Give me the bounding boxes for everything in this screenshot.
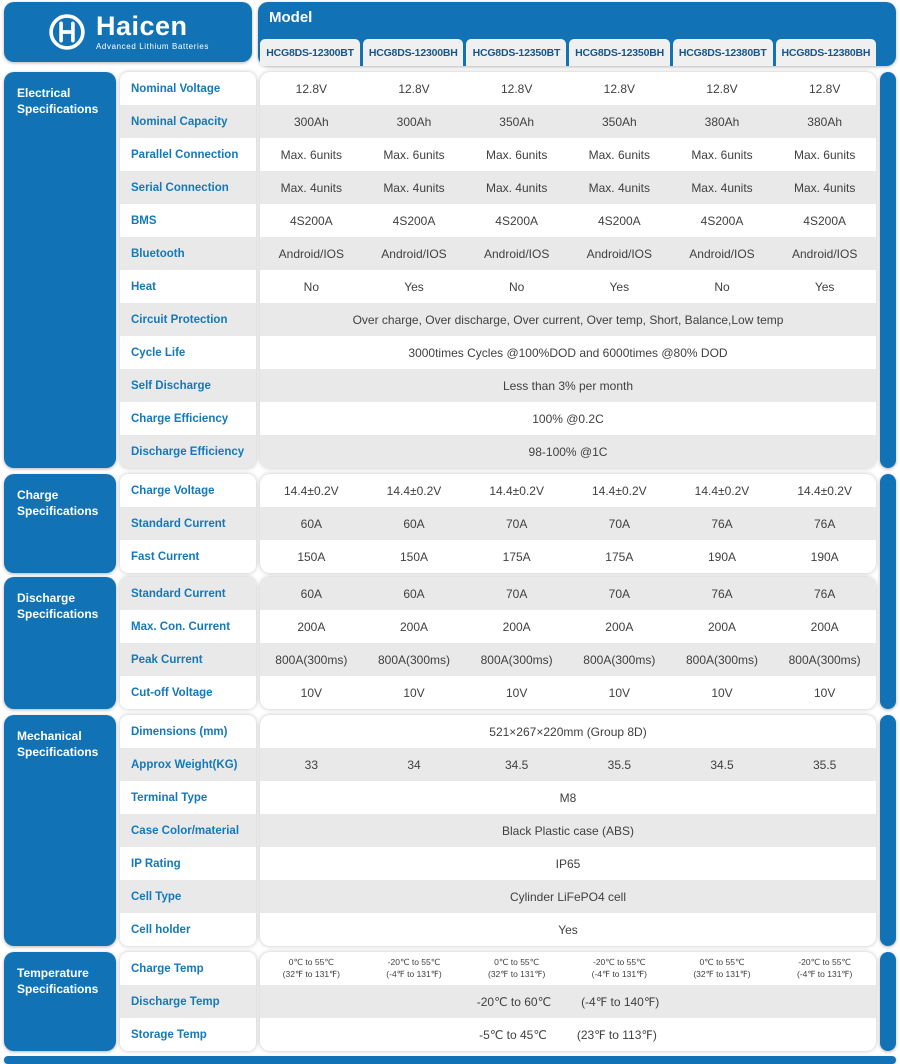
spec-label: Discharge Efficiency (120, 435, 256, 468)
spec-value-cell: Yes (814, 279, 835, 294)
spec-value-cell: 4S200A (700, 213, 744, 228)
section-right-stripe (880, 72, 896, 468)
spec-value-cell: 4S200A (803, 213, 846, 228)
spec-value-cell: 12.8V (808, 81, 841, 96)
spec-value-cell: Max. 6units (793, 147, 856, 162)
spec-value-cell: 190A (707, 549, 736, 564)
spec-value-cell: Yes (404, 279, 424, 294)
discharge-labels-panel (120, 577, 256, 709)
spec-value-cell: 60A (300, 586, 322, 601)
spec-row-bluetooth (260, 237, 876, 270)
spec-value-cell: Max. 4units (485, 180, 548, 195)
spec-value-cell: 300Ah (396, 114, 432, 129)
spec-row-charge-temp (260, 952, 876, 985)
spec-value-cell: 70A (608, 586, 630, 601)
spec-value-cell: 380Ah (807, 114, 842, 129)
spec-value-cell: 14.4±0.2V (284, 483, 339, 498)
spec-value-cell: 33 (304, 757, 318, 772)
spec-row-charge-voltage (260, 474, 876, 507)
spec-value-cell: 35.5 (607, 757, 631, 772)
spec-label: Standard Current (120, 577, 256, 610)
bottom-accent-bar (4, 1056, 896, 1064)
spec-label: Case Color/material (120, 814, 256, 847)
spec-row-discharge-standard-current (260, 577, 876, 610)
spec-value-cell: 10V (608, 685, 630, 700)
spec-value-cell: No (508, 279, 525, 294)
spec-value-cell: Max. 6units (691, 147, 753, 162)
spec-value-cell: 12.8V (706, 81, 738, 96)
spec-value-cell: 70A (505, 516, 528, 531)
spec-row-nominal-voltage (260, 72, 876, 105)
spec-value-cell: 14.4±0.2V (694, 483, 750, 498)
model-title: Model (269, 9, 313, 26)
model-tabs (260, 39, 876, 66)
spec-value-cell: 76A (813, 516, 836, 531)
section-charge-discharge (4, 474, 896, 709)
model-tab-hcg8ds-12350bh[interactable]: HCG8DS-12350BH (569, 39, 669, 66)
spec-value-cell: 200A (297, 619, 326, 634)
spec-label: IP Rating (131, 857, 181, 870)
spec-value-cell: 350Ah (601, 114, 637, 129)
charge-labels-panel (120, 474, 256, 573)
spec-value-cell: 60A (403, 586, 425, 601)
spec-value-cell: 14.4±0.2V (797, 483, 852, 498)
spec-value-cell: 35.5 (812, 757, 837, 772)
spec-label: Serial Connection (120, 171, 256, 204)
spec-value-cell: Max. 4units (588, 180, 650, 195)
spec-row-peak-current (260, 643, 876, 676)
spec-value-cell: 4S200A (495, 213, 538, 228)
spec-value-cell: -20℃ to 55℃ (-4℉ to 131℉) (796, 957, 853, 979)
spec-value-cell: 200A (810, 619, 839, 634)
spec-value-cell: 12.8V (500, 81, 533, 96)
spec-value-cell: 200A (399, 619, 428, 634)
spec-value-cell: Max. 4units (280, 180, 342, 195)
spec-label: Circuit Protection (120, 303, 256, 336)
spec-value-cell: 200A (707, 619, 736, 634)
haicen-logo-icon (47, 12, 87, 52)
spec-value-cell: -20℃ to 55℃ (-4℉ to 131℉) (386, 957, 442, 979)
spec-value-cell: 76A (711, 586, 733, 601)
brand-tagline: Advanced Lithium Batteries (96, 42, 209, 51)
spec-value-cell: 150A (399, 549, 428, 564)
spec-row-cell-holder (260, 913, 876, 946)
spec-row-ip-rating (260, 847, 876, 880)
spec-value-span: 100% @0.2C (532, 411, 604, 426)
spec-row-discharge-efficiency (260, 435, 876, 468)
spec-value-cell: 190A (810, 549, 839, 564)
spec-value-cell: Max. 4units (691, 180, 753, 195)
spec-value-cell: 0℃ to 55℃ (32℉ to 131℉) (693, 957, 751, 979)
spec-label: Parallel Connection (131, 148, 239, 161)
spec-value-span: Less than 3% per month (502, 378, 634, 393)
spec-row-nominal-capacity (260, 105, 876, 138)
spec-label: Nominal Capacity (120, 105, 256, 138)
spec-value-cell: 175A (502, 549, 531, 564)
spec-row-case-color-material (260, 814, 876, 847)
discharge-values-panel (260, 577, 876, 709)
spec-row-fast-current (260, 540, 876, 573)
spec-row-heat (260, 270, 876, 303)
spec-row-cell-type (260, 880, 876, 913)
header (4, 2, 896, 66)
spec-value-cell: 800A(300ms) (377, 652, 451, 667)
spec-value-span: 521×267×220mm (Group 8D) (489, 724, 647, 739)
spec-value-cell: 0℃ to 55℃ (32℉ to 131℉) (282, 957, 340, 979)
model-tab-hcg8ds-12350bt[interactable]: HCG8DS-12350BT (466, 39, 566, 66)
spec-row-circuit-protection (260, 303, 876, 336)
spec-value-cell: 14.4±0.2V (386, 483, 442, 498)
spec-value-cell: 800A(300ms) (788, 652, 861, 667)
model-tab-hcg8ds-12380bh[interactable]: HCG8DS-12380BH (776, 39, 876, 66)
spec-label: Cell Type (120, 880, 256, 913)
spec-value-cell: -20℃ to 55℃ (-4℉ to 131℉) (591, 957, 648, 979)
section-charge-title: Charge Specifications (4, 474, 116, 573)
spec-value-cell: Android/IOS (278, 246, 345, 261)
model-header-panel (258, 2, 896, 66)
section-right-stripe (880, 715, 896, 946)
model-tab-hcg8ds-12300bt[interactable]: HCG8DS-12300BT (260, 39, 360, 66)
spec-value-cell: 4S200A (392, 213, 436, 228)
spec-value-cell: Android/IOS (586, 246, 652, 261)
spec-label: Max. Con. Current (120, 610, 256, 643)
spec-label: Heat (131, 280, 156, 293)
spec-value-cell: 76A (813, 586, 836, 601)
section-temperature-title: Temperature Specifications (4, 952, 116, 1051)
spec-value-cell: 34.5 (504, 757, 529, 772)
spec-label: Charge Temp (131, 962, 204, 975)
spec-label: Bluetooth (120, 237, 256, 270)
spec-value-span: (23℉ to 113℉) (576, 1027, 657, 1042)
spec-value-cell: 800A(300ms) (275, 652, 348, 667)
spec-label: Self Discharge (120, 369, 256, 402)
section-mechanical (4, 715, 896, 946)
spec-value-cell: 14.4±0.2V (489, 483, 544, 498)
spec-value-cell: 380Ah (704, 114, 740, 129)
section-electrical (4, 72, 896, 468)
spec-label: BMS (131, 214, 157, 227)
spec-value-cell: 4S200A (289, 213, 333, 228)
section-right-stripe (880, 952, 896, 1051)
spec-value-cell: 14.4±0.2V (592, 483, 647, 498)
spec-label: Storage Temp (131, 1028, 207, 1041)
section-electrical-title: Electrical Specifications (4, 72, 116, 468)
spec-label: Discharge Temp (120, 985, 256, 1018)
spec-value-cell: No (714, 279, 730, 294)
spec-row-serial-connection (260, 171, 876, 204)
spec-value-span: 3000times Cycles @100%DOD and 6000times @80% DOD (408, 345, 728, 360)
spec-row-cut-off-voltage (260, 676, 876, 709)
spec-value-cell: No (303, 279, 319, 294)
spec-label: Standard Current (120, 507, 256, 540)
spec-value-cell: 0℃ to 55℃ (32℉ to 131℉) (488, 957, 546, 979)
spec-row-charge-standard-current (260, 507, 876, 540)
spec-row-approx-weight (260, 748, 876, 781)
spec-label: Charge Voltage (131, 484, 215, 497)
spec-value-span: -20℃ to 60℃ (476, 994, 552, 1009)
spec-value-cell: 800A(300ms) (480, 652, 553, 667)
spec-row-max-con-current (260, 610, 876, 643)
brand-logo (4, 2, 252, 62)
spec-row-bms (260, 204, 876, 237)
spec-value-cell: 175A (605, 549, 634, 564)
spec-value-span: IP65 (555, 856, 581, 871)
spec-value-cell: Android/IOS (381, 246, 447, 261)
section-mechanical-title: Mechanical Specifications (4, 715, 116, 946)
spec-row-terminal-type (260, 781, 876, 814)
spec-value-cell: Max. 6units (485, 147, 548, 162)
spec-value-span: M8 (559, 790, 577, 805)
spec-value-cell: 34 (407, 757, 421, 772)
spec-value-cell: Max. 4units (793, 180, 856, 195)
spec-value-span: Black Plastic case (ABS) (501, 823, 635, 838)
spec-label: Terminal Type (131, 791, 208, 804)
spec-label: Cut-off Voltage (120, 676, 256, 709)
spec-value-cell: 10V (300, 685, 322, 700)
spec-value-cell: 60A (300, 516, 322, 531)
spec-label: Peak Current (120, 643, 256, 676)
temperature-labels-panel (120, 952, 256, 1051)
spec-value-cell: 76A (711, 516, 733, 531)
spec-value-cell: 200A (502, 619, 531, 634)
spec-value-cell: Max. 4units (383, 180, 445, 195)
brand-name: Haicen (96, 11, 188, 41)
spec-value-cell: Android/IOS (483, 246, 550, 261)
section-right-stripe (880, 474, 896, 709)
spec-value-cell: 4S200A (597, 213, 641, 228)
model-tab-hcg8ds-12300bh[interactable]: HCG8DS-12300BH (363, 39, 463, 66)
spec-value-cell: 10V (711, 685, 733, 700)
section-temperature (4, 952, 896, 1051)
spec-value-cell: 70A (505, 586, 528, 601)
model-tab-hcg8ds-12380bt[interactable]: HCG8DS-12380BT (673, 39, 773, 66)
spec-value-cell: Android/IOS (791, 246, 858, 261)
spec-value-span: 98-100% @1C (528, 444, 608, 459)
spec-row-storage-temp (260, 1018, 876, 1051)
spec-label: Cycle Life (131, 346, 186, 359)
spec-label: Cell holder (131, 923, 191, 936)
spec-value-cell: 34.5 (710, 757, 734, 772)
mechanical-values-panel (260, 715, 876, 946)
spec-label: Nominal Voltage (131, 82, 221, 95)
temperature-values-panel (260, 952, 876, 1051)
spec-value-cell: 10V (505, 685, 528, 700)
spec-value-cell: 150A (297, 549, 326, 564)
spec-value-cell: Max. 6units (588, 147, 650, 162)
spec-value-cell: 12.8V (603, 81, 635, 96)
spec-row-parallel-connection (260, 138, 876, 171)
spec-value-cell: 12.8V (295, 81, 327, 96)
spec-value-cell: 200A (605, 619, 634, 634)
section-discharge-title: Discharge Specifications (4, 577, 116, 709)
electrical-labels-panel (120, 72, 256, 468)
spec-value-cell: 12.8V (398, 81, 430, 96)
spec-label: Fast Current (131, 550, 200, 563)
spec-value-cell: Max. 6units (383, 147, 445, 162)
mechanical-labels-panel (120, 715, 256, 946)
electrical-values-panel (260, 72, 876, 468)
spec-value-cell: 800A(300ms) (583, 652, 656, 667)
spec-value-cell: Yes (609, 279, 630, 294)
spec-value-cell: 70A (608, 516, 630, 531)
spec-row-dimensions (260, 715, 876, 748)
spec-label: Approx Weight(KG) (120, 748, 256, 781)
spec-value-span: -5℃ to 45℃ (479, 1027, 547, 1042)
spec-row-discharge-temp (260, 985, 876, 1018)
spec-value-cell: Max. 6units (280, 147, 342, 162)
spec-label: Dimensions (mm) (131, 725, 228, 738)
spec-value-span: Yes (558, 922, 578, 937)
spec-label: Charge Efficiency (131, 412, 229, 425)
spec-value-cell: 350Ah (499, 114, 534, 129)
spec-value-cell: 10V (403, 685, 425, 700)
charge-values-panel (260, 474, 876, 573)
spec-value-cell: 10V (813, 685, 836, 700)
spec-row-charge-efficiency (260, 402, 876, 435)
spec-row-self-discharge (260, 369, 876, 402)
spec-value-span: Cylinder LiFePO4 cell (509, 889, 627, 904)
spec-value-span: Over charge, Over discharge, Over current, Over temp, Short, Balance,Low temp (352, 312, 784, 327)
spec-value-cell: Android/IOS (689, 246, 755, 261)
spec-row-cycle-life (260, 336, 876, 369)
spec-value-cell: 60A (403, 516, 425, 531)
spec-value-span: (-4℉ to 140℉) (581, 994, 660, 1009)
spec-value-cell: 800A(300ms) (685, 652, 759, 667)
spec-value-cell: 300Ah (293, 114, 329, 129)
